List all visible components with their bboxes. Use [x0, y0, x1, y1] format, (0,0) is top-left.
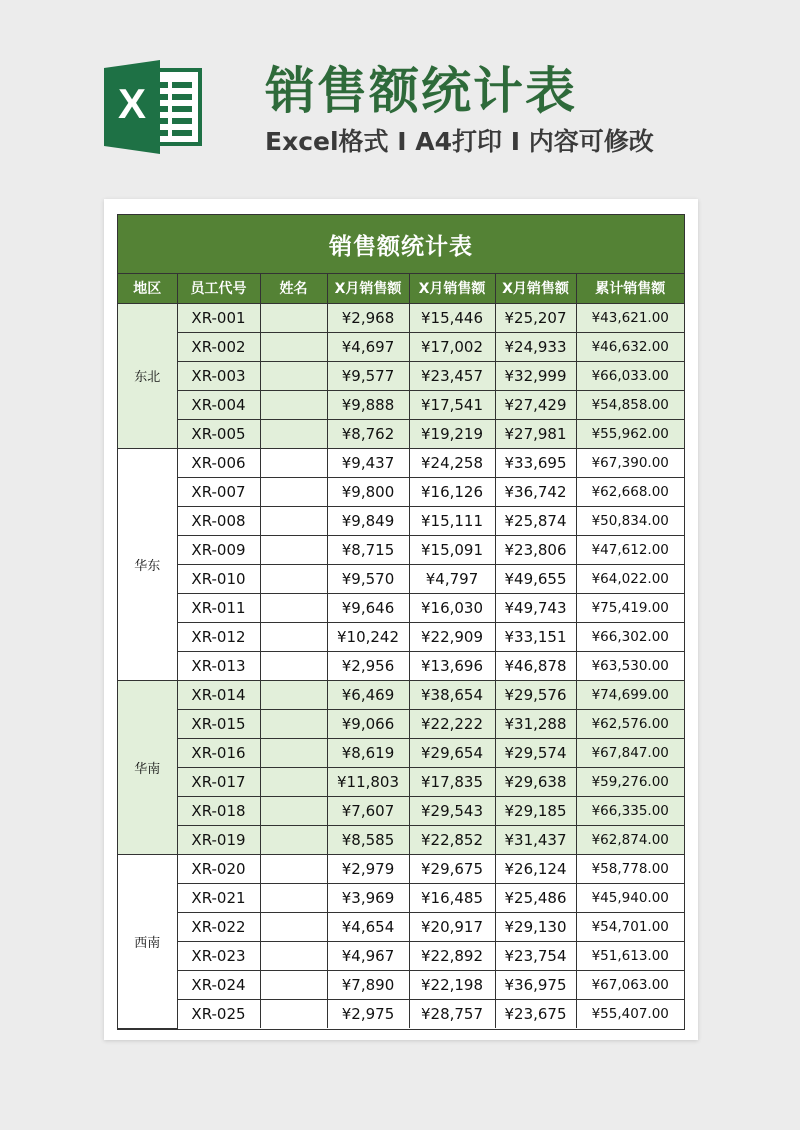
table-row [118, 390, 684, 419]
employee-id-cell[interactable]: XR-011 [177, 593, 260, 622]
employee-id-cell[interactable]: XR-012 [177, 622, 260, 651]
month-sales-cell[interactable]: ¥8,619 [327, 738, 409, 767]
page-title: 销售额统计表 [265, 62, 577, 120]
month-sales-cell[interactable]: ¥2,979 [327, 854, 409, 883]
month-sales-cell[interactable]: ¥9,570 [327, 564, 409, 593]
month-sales-cell[interactable]: ¥10,242 [327, 622, 409, 651]
month-sales-cell[interactable]: ¥9,066 [327, 709, 409, 738]
month-sales-cell[interactable]: ¥23,675 [495, 999, 576, 1028]
table-row [118, 651, 684, 680]
employee-id-cell[interactable]: XR-016 [177, 738, 260, 767]
table-row [118, 883, 684, 912]
table-row [118, 419, 684, 448]
total-sales-cell[interactable]: ¥50,834.00 [576, 506, 684, 535]
employee-id-cell[interactable]: XR-002 [177, 332, 260, 361]
name-cell[interactable] [260, 912, 327, 941]
spreadsheet [117, 214, 685, 1030]
employee-id-cell[interactable]: XR-005 [177, 419, 260, 448]
month-sales-cell[interactable]: ¥33,695 [495, 448, 576, 477]
name-cell[interactable] [260, 680, 327, 709]
employee-id-cell[interactable]: XR-013 [177, 651, 260, 680]
region-cell[interactable]: 西南 [118, 854, 177, 1028]
employee-id-cell[interactable]: XR-018 [177, 796, 260, 825]
month-sales-cell[interactable]: ¥7,607 [327, 796, 409, 825]
total-sales-cell[interactable]: ¥63,530.00 [576, 651, 684, 680]
name-cell[interactable] [260, 709, 327, 738]
total-sales-cell[interactable]: ¥64,022.00 [576, 564, 684, 593]
column-header[interactable]: X月销售额 [327, 274, 409, 303]
month-sales-cell[interactable]: ¥9,849 [327, 506, 409, 535]
name-cell[interactable] [260, 651, 327, 680]
name-cell[interactable] [260, 738, 327, 767]
table-row [118, 332, 684, 361]
month-sales-cell[interactable]: ¥22,892 [409, 941, 495, 970]
total-sales-cell[interactable]: ¥59,276.00 [576, 767, 684, 796]
month-sales-cell[interactable]: ¥4,697 [327, 332, 409, 361]
month-sales-cell[interactable]: ¥27,429 [495, 390, 576, 419]
month-sales-cell[interactable]: ¥9,437 [327, 448, 409, 477]
month-sales-cell[interactable]: ¥31,437 [495, 825, 576, 854]
page-subtitle: Excel格式 I A4打印 I 内容可修改 [265, 127, 654, 156]
month-sales-cell[interactable]: ¥22,909 [409, 622, 495, 651]
month-sales-cell[interactable]: ¥46,878 [495, 651, 576, 680]
month-sales-cell[interactable]: ¥33,151 [495, 622, 576, 651]
employee-id-cell[interactable]: XR-024 [177, 970, 260, 999]
month-sales-cell[interactable]: ¥29,574 [495, 738, 576, 767]
table-row [118, 767, 684, 796]
month-sales-cell[interactable]: ¥49,743 [495, 593, 576, 622]
month-sales-cell[interactable]: ¥4,797 [409, 564, 495, 593]
month-sales-cell[interactable]: ¥24,933 [495, 332, 576, 361]
month-sales-cell[interactable]: ¥15,446 [409, 303, 495, 332]
employee-id-cell[interactable]: XR-008 [177, 506, 260, 535]
month-sales-cell[interactable]: ¥22,222 [409, 709, 495, 738]
month-sales-cell[interactable]: ¥27,981 [495, 419, 576, 448]
total-sales-cell[interactable]: ¥47,612.00 [576, 535, 684, 564]
name-cell[interactable] [260, 970, 327, 999]
total-sales-cell[interactable]: ¥67,847.00 [576, 738, 684, 767]
month-sales-cell[interactable]: ¥15,111 [409, 506, 495, 535]
header-row [118, 274, 684, 303]
month-sales-cell[interactable]: ¥24,258 [409, 448, 495, 477]
month-sales-cell[interactable]: ¥29,185 [495, 796, 576, 825]
table-row [118, 477, 684, 506]
month-sales-cell[interactable]: ¥4,654 [327, 912, 409, 941]
column-header[interactable]: 姓名 [260, 274, 327, 303]
table-row [118, 506, 684, 535]
total-sales-cell[interactable]: ¥62,874.00 [576, 825, 684, 854]
name-cell[interactable] [260, 999, 327, 1028]
name-cell[interactable] [260, 854, 327, 883]
month-sales-cell[interactable]: ¥22,852 [409, 825, 495, 854]
name-cell[interactable] [260, 361, 327, 390]
month-sales-cell[interactable]: ¥7,890 [327, 970, 409, 999]
total-sales-cell[interactable]: ¥54,858.00 [576, 390, 684, 419]
total-sales-cell[interactable]: ¥58,778.00 [576, 854, 684, 883]
total-sales-cell[interactable]: ¥67,063.00 [576, 970, 684, 999]
table-row [118, 738, 684, 767]
name-cell[interactable] [260, 564, 327, 593]
employee-id-cell[interactable]: XR-021 [177, 883, 260, 912]
table-row [118, 535, 684, 564]
employee-id-cell[interactable]: XR-007 [177, 477, 260, 506]
month-sales-cell[interactable]: ¥8,762 [327, 419, 409, 448]
month-sales-cell[interactable]: ¥28,757 [409, 999, 495, 1028]
month-sales-cell[interactable]: ¥29,638 [495, 767, 576, 796]
sheet-title: 销售额统计表 [118, 215, 684, 274]
document-paper [104, 199, 698, 1040]
table-row [118, 448, 684, 477]
month-sales-cell[interactable]: ¥23,806 [495, 535, 576, 564]
name-cell[interactable] [260, 796, 327, 825]
employee-id-cell[interactable]: XR-017 [177, 767, 260, 796]
employee-id-cell[interactable]: XR-010 [177, 564, 260, 593]
column-header[interactable]: 员工代号 [177, 274, 260, 303]
employee-id-cell[interactable]: XR-015 [177, 709, 260, 738]
month-sales-cell[interactable]: ¥4,967 [327, 941, 409, 970]
employee-id-cell[interactable]: XR-009 [177, 535, 260, 564]
region-cell[interactable]: 华东 [118, 448, 177, 680]
month-sales-cell[interactable]: ¥29,654 [409, 738, 495, 767]
month-sales-cell[interactable]: ¥29,543 [409, 796, 495, 825]
month-sales-cell[interactable]: ¥19,219 [409, 419, 495, 448]
table-row [118, 854, 684, 883]
column-header[interactable]: X月销售额 [409, 274, 495, 303]
name-cell[interactable] [260, 332, 327, 361]
month-sales-cell[interactable]: ¥11,803 [327, 767, 409, 796]
total-sales-cell[interactable]: ¥66,302.00 [576, 622, 684, 651]
month-sales-cell[interactable]: ¥2,968 [327, 303, 409, 332]
column-header[interactable]: 累计销售额 [576, 274, 684, 303]
column-header[interactable]: X月销售额 [495, 274, 576, 303]
month-sales-cell[interactable]: ¥2,956 [327, 651, 409, 680]
name-cell[interactable] [260, 419, 327, 448]
month-sales-cell[interactable]: ¥16,126 [409, 477, 495, 506]
month-sales-cell[interactable]: ¥8,715 [327, 535, 409, 564]
month-sales-cell[interactable]: ¥15,091 [409, 535, 495, 564]
employee-id-cell[interactable]: XR-020 [177, 854, 260, 883]
month-sales-cell[interactable]: ¥25,874 [495, 506, 576, 535]
month-sales-cell[interactable]: ¥17,541 [409, 390, 495, 419]
table-row [118, 970, 684, 999]
employee-id-cell[interactable]: XR-006 [177, 448, 260, 477]
month-sales-cell[interactable]: ¥9,800 [327, 477, 409, 506]
name-cell[interactable] [260, 941, 327, 970]
region-cell[interactable]: 东北 [118, 303, 177, 448]
table-row [118, 564, 684, 593]
total-sales-cell[interactable]: ¥74,699.00 [576, 680, 684, 709]
month-sales-cell[interactable]: ¥3,969 [327, 883, 409, 912]
name-cell[interactable] [260, 825, 327, 854]
total-sales-cell[interactable]: ¥67,390.00 [576, 448, 684, 477]
total-sales-cell[interactable]: ¥75,419.00 [576, 593, 684, 622]
employee-id-cell[interactable]: XR-023 [177, 941, 260, 970]
total-sales-cell[interactable]: ¥62,668.00 [576, 477, 684, 506]
name-cell[interactable] [260, 303, 327, 332]
total-sales-cell[interactable]: ¥46,632.00 [576, 332, 684, 361]
month-sales-cell[interactable]: ¥26,124 [495, 854, 576, 883]
month-sales-cell[interactable]: ¥9,888 [327, 390, 409, 419]
name-cell[interactable] [260, 883, 327, 912]
month-sales-cell[interactable]: ¥17,002 [409, 332, 495, 361]
table-row [118, 303, 684, 332]
month-sales-cell[interactable]: ¥29,130 [495, 912, 576, 941]
month-sales-cell[interactable]: ¥38,654 [409, 680, 495, 709]
name-cell[interactable] [260, 448, 327, 477]
month-sales-cell[interactable]: ¥9,577 [327, 361, 409, 390]
name-cell[interactable] [260, 390, 327, 419]
name-cell[interactable] [260, 535, 327, 564]
table-row [118, 593, 684, 622]
sales-table [118, 274, 684, 1029]
month-sales-cell[interactable]: ¥31,288 [495, 709, 576, 738]
employee-id-cell[interactable]: XR-003 [177, 361, 260, 390]
table-row [118, 361, 684, 390]
excel-logo-icon [104, 60, 202, 154]
name-cell[interactable] [260, 506, 327, 535]
month-sales-cell[interactable]: ¥32,999 [495, 361, 576, 390]
employee-id-cell[interactable]: XR-019 [177, 825, 260, 854]
month-sales-cell[interactable]: ¥23,754 [495, 941, 576, 970]
month-sales-cell[interactable]: ¥20,917 [409, 912, 495, 941]
table-row [118, 709, 684, 738]
total-sales-cell[interactable]: ¥54,701.00 [576, 912, 684, 941]
name-cell[interactable] [260, 767, 327, 796]
month-sales-cell[interactable]: ¥29,675 [409, 854, 495, 883]
employee-id-cell[interactable]: XR-001 [177, 303, 260, 332]
month-sales-cell[interactable]: ¥36,742 [495, 477, 576, 506]
month-sales-cell[interactable]: ¥49,655 [495, 564, 576, 593]
total-sales-cell[interactable]: ¥62,576.00 [576, 709, 684, 738]
total-sales-cell[interactable]: ¥55,407.00 [576, 999, 684, 1028]
month-sales-cell[interactable]: ¥36,975 [495, 970, 576, 999]
table-row [118, 622, 684, 651]
employee-id-cell[interactable]: XR-025 [177, 999, 260, 1028]
total-sales-cell[interactable]: ¥51,613.00 [576, 941, 684, 970]
total-sales-cell[interactable]: ¥45,940.00 [576, 883, 684, 912]
month-sales-cell[interactable]: ¥9,646 [327, 593, 409, 622]
month-sales-cell[interactable]: ¥16,030 [409, 593, 495, 622]
month-sales-cell[interactable]: ¥13,696 [409, 651, 495, 680]
table-row [118, 680, 684, 709]
employee-id-cell[interactable]: XR-014 [177, 680, 260, 709]
table-row [118, 825, 684, 854]
month-sales-cell[interactable]: ¥16,485 [409, 883, 495, 912]
logo-letter: X [117, 80, 147, 127]
table-row [118, 941, 684, 970]
month-sales-cell[interactable]: ¥29,576 [495, 680, 576, 709]
month-sales-cell[interactable]: ¥8,585 [327, 825, 409, 854]
name-cell[interactable] [260, 477, 327, 506]
name-cell[interactable] [260, 593, 327, 622]
month-sales-cell[interactable]: ¥25,207 [495, 303, 576, 332]
month-sales-cell[interactable]: ¥22,198 [409, 970, 495, 999]
month-sales-cell[interactable]: ¥17,835 [409, 767, 495, 796]
month-sales-cell[interactable]: ¥6,469 [327, 680, 409, 709]
total-sales-cell[interactable]: ¥66,335.00 [576, 796, 684, 825]
table-row [118, 999, 684, 1028]
employee-id-cell[interactable]: XR-022 [177, 912, 260, 941]
table-row [118, 912, 684, 941]
region-cell[interactable]: 华南 [118, 680, 177, 854]
column-header[interactable]: 地区 [118, 274, 177, 303]
total-sales-cell[interactable]: ¥43,621.00 [576, 303, 684, 332]
month-sales-cell[interactable]: ¥23,457 [409, 361, 495, 390]
total-sales-cell[interactable]: ¥66,033.00 [576, 361, 684, 390]
table-row [118, 796, 684, 825]
employee-id-cell[interactable]: XR-004 [177, 390, 260, 419]
name-cell[interactable] [260, 622, 327, 651]
month-sales-cell[interactable]: ¥25,486 [495, 883, 576, 912]
total-sales-cell[interactable]: ¥55,962.00 [576, 419, 684, 448]
month-sales-cell[interactable]: ¥2,975 [327, 999, 409, 1028]
